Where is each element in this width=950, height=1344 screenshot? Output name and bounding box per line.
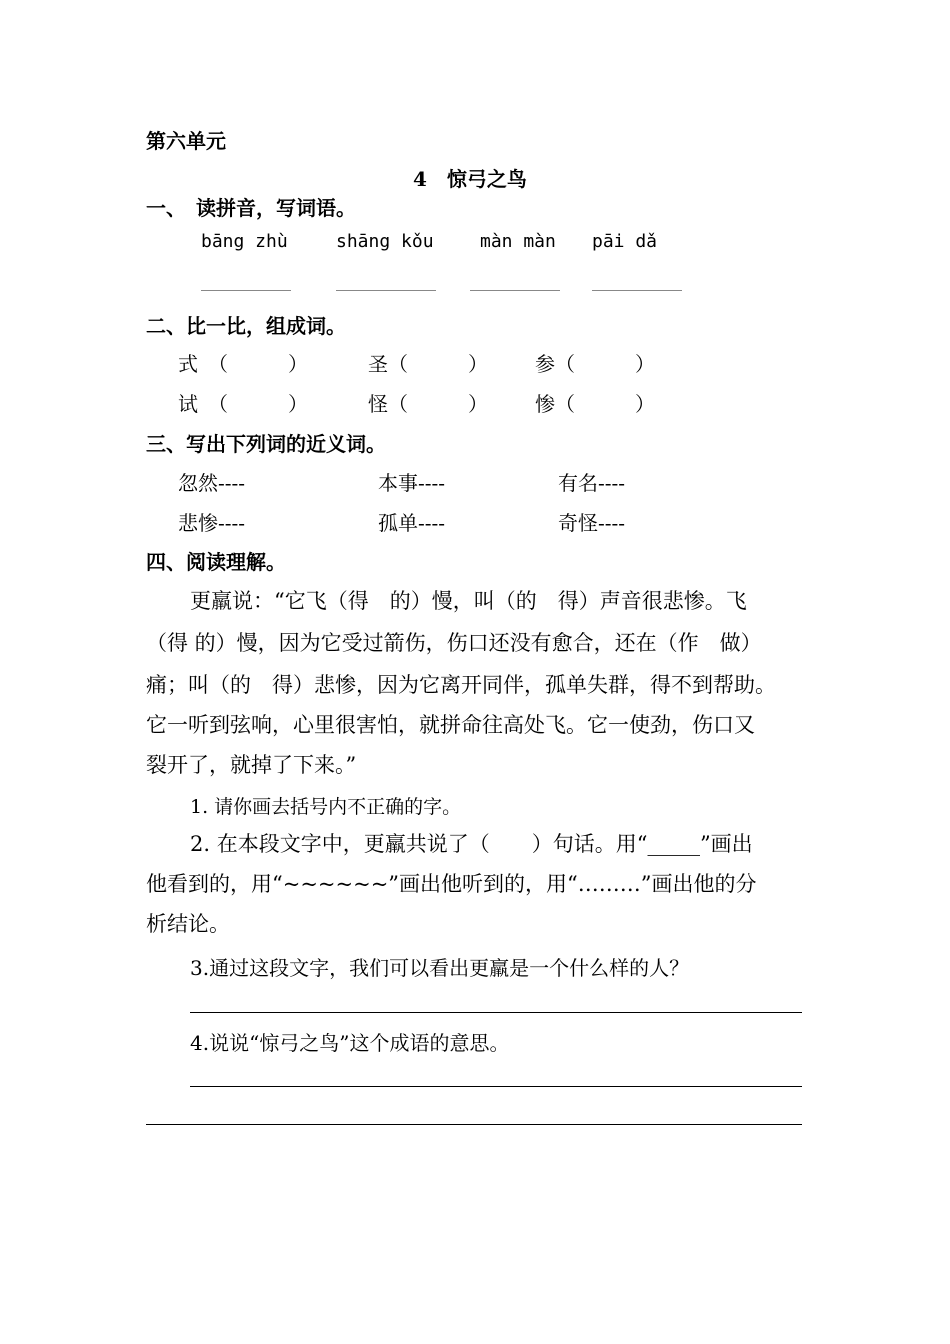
answer-line-2[interactable] (336, 290, 436, 291)
section2-title: 二、比一比，组成词。 (146, 314, 346, 338)
answer-line-3[interactable] (470, 290, 560, 291)
pinyin-4: pāi dǎ (592, 231, 658, 252)
compare-item: 试 （ ） (178, 392, 308, 416)
answer-line-q3[interactable] (190, 1012, 802, 1013)
section1-title: 一、 读拼音，写词语。 (146, 196, 356, 220)
question-2-line: 析结论。 (146, 912, 230, 936)
question-2-line: 他看到的，用“~~~~~~”画出他听到的，用“………”画出他的分 (146, 872, 757, 896)
synonym-item: 悲惨---- (178, 511, 246, 535)
question-2-line: 2. 在本段文字中，更羸共说了（ ）句话。用“_____”画出 (190, 832, 753, 856)
compare-item: 圣（ ） (368, 352, 488, 376)
answer-line-4[interactable] (592, 290, 682, 291)
passage-line: 痛；叫（的 得）悲惨，因为它离开同伴，孤单失群，得不到帮助。 (146, 673, 776, 697)
synonym-item: 奇怪---- (558, 511, 626, 535)
compare-item: 式 （ ） (178, 352, 308, 376)
passage-line: 裂开了，就掉了下来。” (146, 753, 357, 777)
lesson-title: 4 惊弓之鸟 (413, 167, 527, 191)
answer-line-q4[interactable] (190, 1086, 802, 1087)
compare-item: 惨（ ） (535, 392, 655, 416)
passage-line: 它一听到弦响，心里很害怕，就拼命往高处飞。它一使劲，伤口又 (146, 713, 755, 737)
synonym-item: 忽然---- (178, 471, 246, 495)
pinyin-2: shāng kǒu (336, 231, 434, 252)
unit-title: 第六单元 (146, 129, 226, 153)
synonym-item: 本事---- (378, 471, 446, 495)
answer-line-q4-extra[interactable] (146, 1124, 802, 1125)
compare-item: 怪（ ） (368, 392, 488, 416)
passage-line: （得 的）慢，因为它受过箭伤，伤口还没有愈合，还在（作 做） (146, 631, 762, 655)
question-1: 1. 请你画去括号内不正确的字。 (190, 796, 462, 818)
pinyin-1: bāng zhù (201, 231, 288, 252)
question-4: 4.说说“惊弓之鸟”这个成语的意思。 (190, 1031, 510, 1055)
section4-title: 四、阅读理解。 (146, 550, 286, 574)
pinyin-3: màn màn (480, 231, 556, 252)
question-3: 3.通过这段文字，我们可以看出更羸是一个什么样的人？ (190, 956, 690, 980)
synonym-item: 有名---- (558, 471, 626, 495)
passage-line: 更羸说：“它飞（得 的）慢，叫（的 得）声音很悲惨。飞 (190, 589, 747, 613)
synonym-item: 孤单---- (378, 511, 446, 535)
section3-title: 三、写出下列词的近义词。 (146, 432, 386, 456)
compare-item: 参（ ） (535, 352, 655, 376)
answer-line-1[interactable] (201, 290, 291, 291)
